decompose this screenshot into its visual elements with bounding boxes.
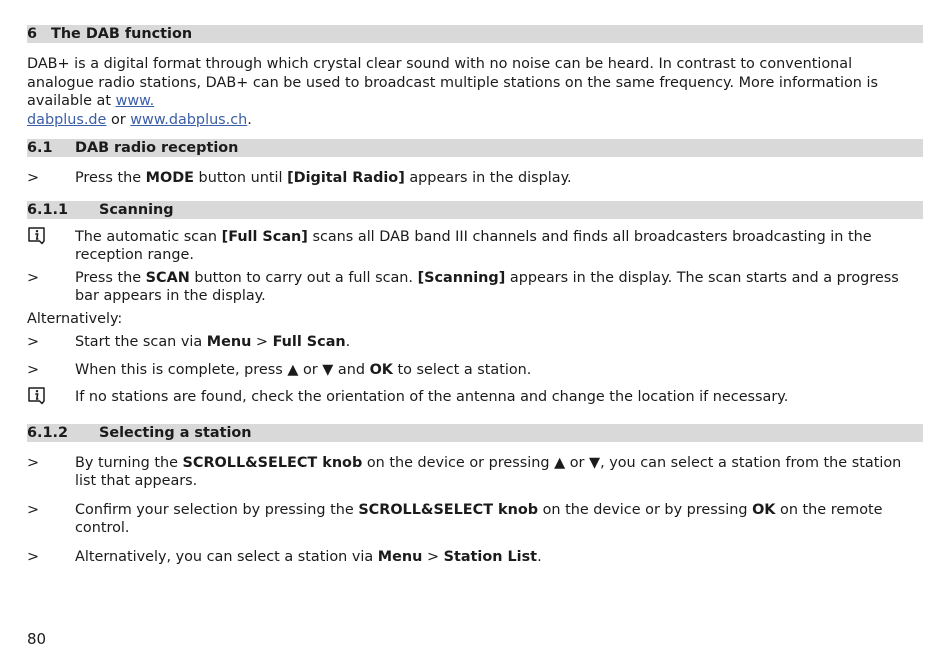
- section-title: Scanning: [99, 201, 174, 218]
- list-item: > Alternatively, you can select a station via Menu > Station List.: [27, 548, 542, 565]
- list-item: > By turning the SCROLL&SELECT knob on the device or pressing ▲ or ▼, you can select a station from the station list that appears.: [27, 454, 902, 489]
- list-item: > Start the scan via Menu > Full Scan.: [27, 334, 351, 350]
- bullet-marker: >: [27, 454, 40, 471]
- scroll-select-knob-label: SCROLL&SELECT knob: [358, 501, 539, 518]
- section-number: 6: [27, 26, 38, 42]
- section-6-1-2-heading: [27, 424, 923, 442]
- alternatively-label: Alternatively:: [27, 310, 123, 327]
- link-part: dabplus.de: [27, 111, 107, 128]
- page-number: 80: [27, 630, 47, 648]
- menu-label: Menu: [206, 334, 252, 350]
- menu-label: Menu: [377, 548, 423, 565]
- section-number: 6.1: [27, 140, 53, 156]
- scan-button-label: SCAN: [145, 269, 190, 286]
- section-6-1-heading: [27, 139, 923, 157]
- mode-button-label: MODE: [145, 170, 194, 186]
- bullet-marker: >: [27, 548, 40, 565]
- list-item: > When this is complete, press ▲ or ▼ and OK to select a station.: [27, 361, 532, 378]
- intro-or: or: [106, 111, 131, 128]
- ok-label: OK: [752, 501, 776, 518]
- dabplus-ch-link[interactable]: www.dabplus.ch: [130, 111, 248, 128]
- info-icon: [27, 226, 47, 246]
- manual-page: [27, 25, 923, 566]
- display-text: [Digital Radio]: [287, 170, 405, 186]
- section-title: Selecting a station: [99, 424, 252, 441]
- section-6-heading: [27, 25, 923, 43]
- section-number: 6.1.2: [27, 424, 68, 441]
- section-title: The DAB function: [51, 26, 193, 42]
- station-list-label: Station List: [443, 548, 538, 565]
- intro-paragraph: [27, 55, 923, 129]
- full-scan-label: Full Scan: [272, 334, 346, 350]
- info-note: The automatic scan [Full Scan] scans all DAB band III channels and finds all broadcasters broadcasting in the reception range.: [27, 228, 923, 265]
- section-6-1-1-heading: [27, 201, 923, 219]
- list-item: > Confirm your selection by pressing the SCROLL&SELECT knob on the device or by pressing OK on the remote control.: [27, 501, 883, 536]
- list-item: > Press the SCAN button to carry out a full scan. [Scanning] appears in the display. The scan starts and a progress bar appears in the display.: [27, 269, 899, 304]
- bullet-marker: >: [27, 170, 40, 186]
- info-note: [27, 388, 923, 412]
- info-icon: [27, 386, 47, 406]
- scroll-select-knob-label: SCROLL&SELECT knob: [182, 454, 363, 471]
- list-item: > Press the MODE button until [Digital Radio] appears in the display.: [27, 170, 572, 186]
- link-part: www.: [115, 93, 155, 109]
- intro-end: .: [247, 111, 252, 128]
- display-text: [Scanning]: [417, 269, 506, 286]
- section-title: DAB radio reception: [75, 140, 239, 156]
- bullet-marker: >: [27, 361, 40, 378]
- bullet-marker: >: [27, 269, 40, 286]
- bullet-marker: >: [27, 501, 40, 518]
- section-number: 6.1.1: [27, 201, 68, 218]
- intro-text: DAB+ is a digital format through which crystal clear sound with no noise can be heard. In contrast to conventional analogue radio stations, DAB+ can be used to broadcast multiple stations on the same frequency. More information is available at: [27, 56, 878, 109]
- info-text: If no stations are found, check the orientation of the antenna and change the location if necessary.: [75, 389, 789, 405]
- bullet-marker: >: [27, 334, 40, 350]
- ok-label: OK: [369, 361, 393, 378]
- display-text: [Full Scan]: [221, 228, 308, 245]
